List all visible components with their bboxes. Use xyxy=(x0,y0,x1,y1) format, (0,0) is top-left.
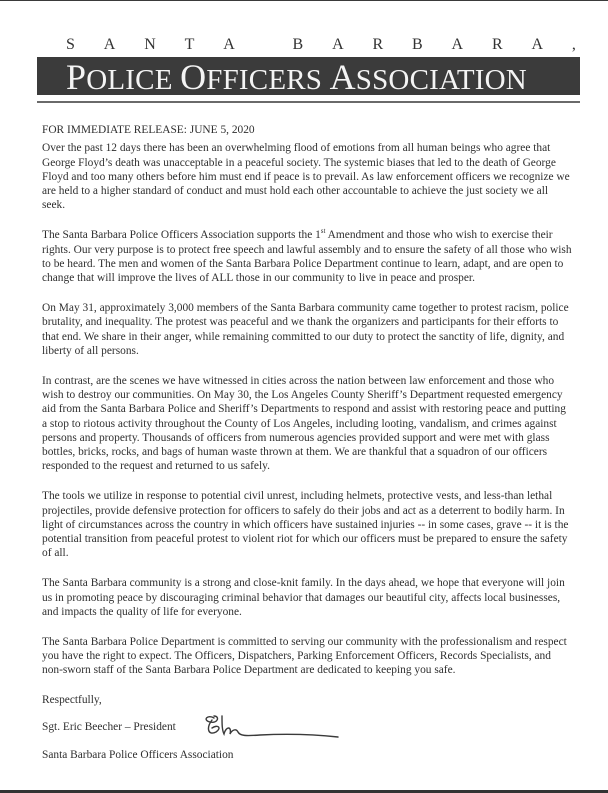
title-rest: OLICE xyxy=(86,64,181,96)
letterhead-letter: B xyxy=(412,36,423,53)
organization-name: Santa Barbara Police Officers Association xyxy=(42,748,234,761)
paragraph: The Santa Barbara Police Department is committed to serving our community with the professionalism and respect you have the right to expect. The Officers, Dispatchers, Parking Enforcement Officers, Records Specialists, and non-sworn staff of the Santa Barbara Police Department are dedicated to keeping you safe. xyxy=(42,635,567,677)
letterhead-letter: A xyxy=(451,36,464,53)
ordinal-superscript: st xyxy=(320,227,326,236)
letterhead-letter: , xyxy=(571,36,576,53)
letterhead-letter: B xyxy=(292,36,304,53)
title-initial: O xyxy=(180,57,207,97)
closing-salutation: Respectfully, xyxy=(42,694,102,706)
signer-name: Sgt. Eric Beecher – President xyxy=(42,721,176,734)
title-initial: A xyxy=(329,57,356,97)
paragraph: The tools we utilize in response to potential civil unrest, including helmets, protective vests, and less-than lethal projectiles, provide defensive protection for officers to safely do their jobs and act as a deterrent to bodily harm. In light of circumstances across the country in which officers have sustained injuries -- in some cases, grave -- it is the potential transition from peaceful protest to violent riot for which our officers must be prepared to ensure the safety of all. xyxy=(42,490,569,560)
paragraph-text: Amendment and those who wish to exercise their rights. Our very purpose is to protect free speech and lawful assembly and to ensure the safety of all those who wish to be heard. The men and women of the Santa Barbara Police Department continue to learn, adapt, and are open to change that will improve the lives of ALL those in our community to live in peace and prosper. xyxy=(42,229,572,285)
letterhead-letter: R xyxy=(372,36,384,53)
letterhead-title xyxy=(66,59,527,98)
paragraph xyxy=(42,228,572,285)
title-rest: FFICERS xyxy=(206,64,330,96)
letterhead-divider xyxy=(37,101,580,103)
letterhead-letter: S xyxy=(66,36,75,53)
paragraph: On May 31, approximately 3,000 members of the Santa Barbara community came together to protest racism, police brutality, and inequality. The protest was peaceful and we thank the organizers and participants for their efforts to that end. We share in their anger, while remaining committed to our duty to protect the sanctity of life, dignity, and liberty of all persons. xyxy=(42,301,569,357)
letterhead-letter: A xyxy=(223,36,235,53)
release-date-line: FOR IMMEDIATE RELEASE: JUNE 5, 2020 xyxy=(42,124,255,136)
letterhead-letter: A xyxy=(332,36,344,53)
letterhead-banner xyxy=(37,57,580,95)
paragraph: In contrast, are the scenes we have witnessed in cities across the nation between law enforcement and those who wish to destroy our communities. On May 30, the Los Angeles County Sheriff’s Department requested emergency aid from the Santa Barbara Police and Sheriff’s Departments to respond and assist with restoring peace and putting a stop to riotous activity throughout the County of Los Angeles, including looting, vandalism, and crimes against persons and property. Thousands of officers from numerous agencies provided support and were met with glass bottles, bricks, rocks, and bags of human waste thrown at them. We are thankful that a squadron of our officers responded to the request and returned to us safely. xyxy=(42,374,566,473)
paragraph: The Santa Barbara community is a strong and close-knit family. In the days ahead, we hope that everyone will join us in promoting peace by discouraging criminal behavior that damages our beautiful city, affects local businesses, and impacts the quality of life for everyone. xyxy=(42,577,565,618)
paragraph-text: The Santa Barbara Police Officers Association supports the 1 xyxy=(42,229,321,242)
title-rest: SSOCIATION xyxy=(355,64,527,96)
page-top-border xyxy=(0,0,608,1)
signature-icon xyxy=(200,710,340,744)
letterhead-letter: A xyxy=(531,36,544,53)
letterhead-letter: R xyxy=(491,36,503,53)
letterhead-city-line xyxy=(66,36,576,56)
title-initial: P xyxy=(66,57,87,97)
signer-row xyxy=(42,720,572,734)
letterhead-letter: A xyxy=(103,36,116,53)
press-release-body xyxy=(42,123,572,762)
paragraph: Over the past 12 days there has been an overwhelming flood of emotions from all human beings who agree that George Floyd’s death was unacceptable in a peaceful society. The systemic biases that led to the death of George Floyd and too many others before him must end if peace is to prevail. As law enforcement officers we recognize we are held to a higher standard of conduct and must hold each other accountable to achieve the just society we all seek. xyxy=(42,142,570,212)
letterhead-letter: N xyxy=(144,36,156,53)
letterhead-letter: T xyxy=(184,36,195,53)
